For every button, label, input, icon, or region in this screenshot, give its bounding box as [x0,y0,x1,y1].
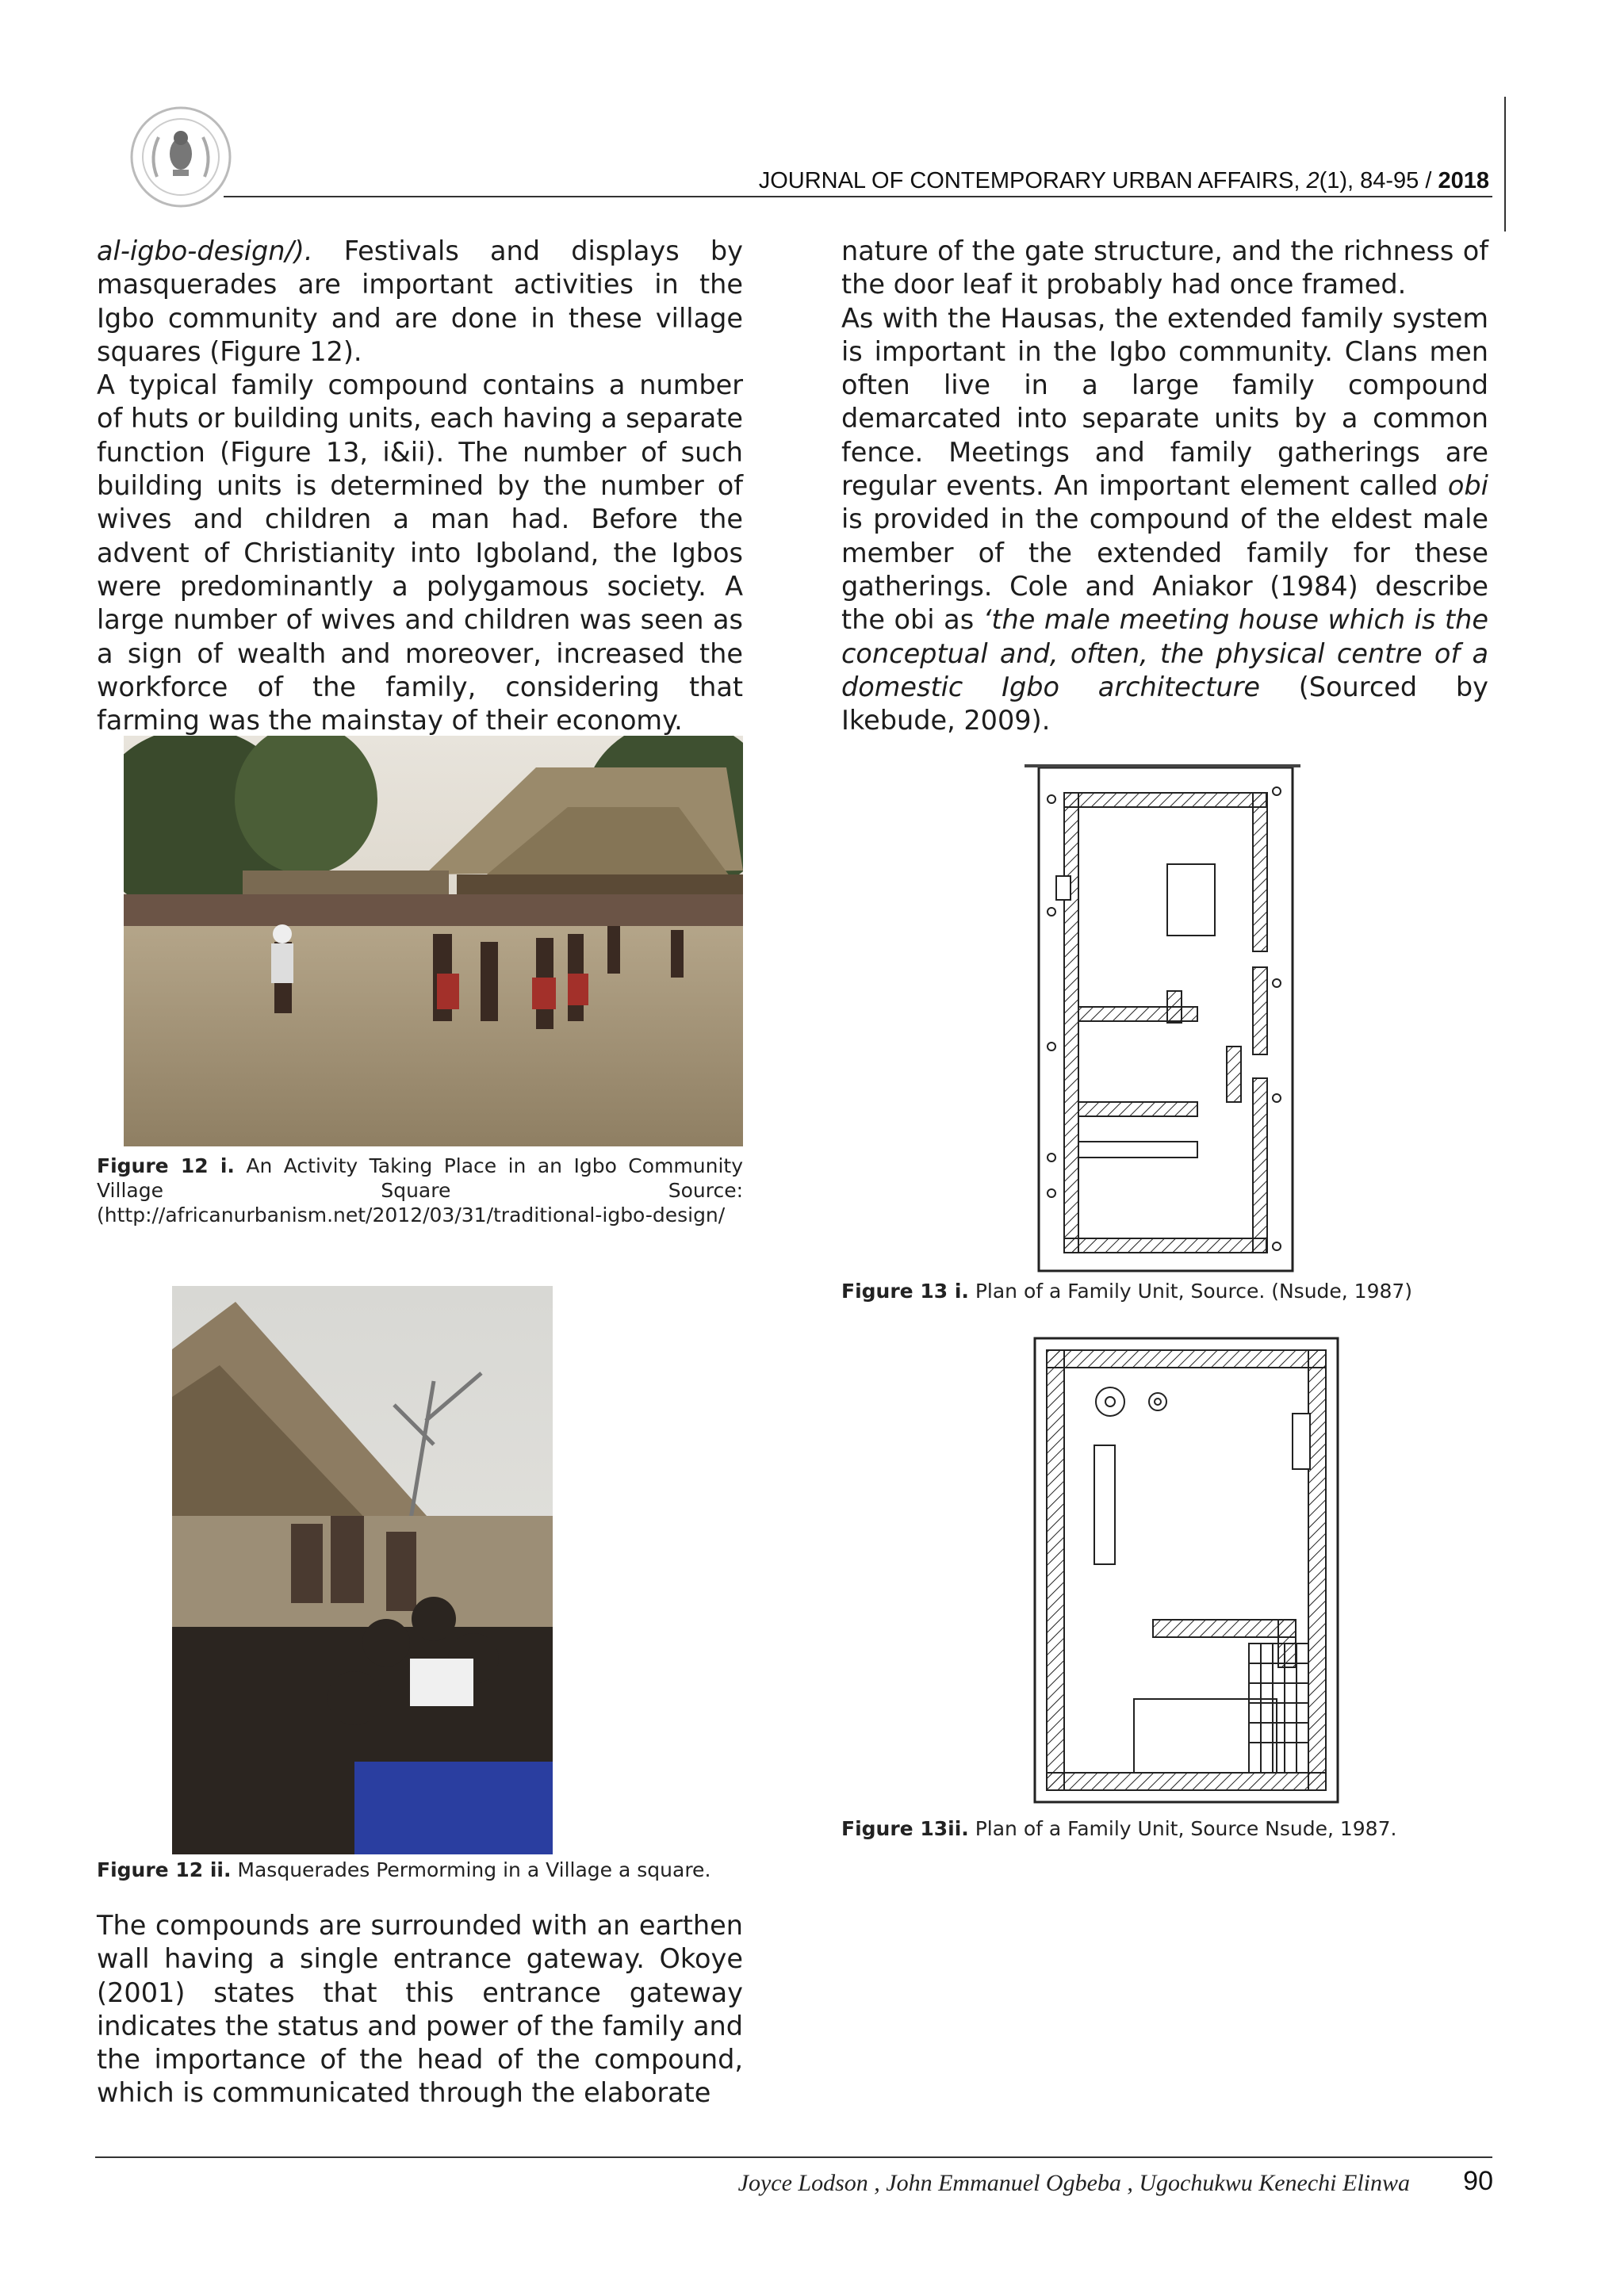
right-column-text [841,235,1488,737]
paragraph: A typical family compound contains a number of huts or building units, each having a separate function (Figure 13, i&ii). The number of such building units is determined by the number of wives and children a man had. Before the advent of Christianity into Igboland, the Igbos were predominantly a polygamous society. A large number of wives and children was seen as a sign of wealth and moreover, increased the workforce of the family, considering that farming was the mainstay of their economy. [97,369,743,737]
footer-rule [95,2156,1492,2158]
paragraph: nature of the gate structure, and the richness of the door leaf it probably had once framed. [841,235,1488,300]
journal-header: JOURNAL OF CONTEMPORARY URBAN AFFAIRS, 2(1), 84-95 / 2018 [758,168,1489,193]
figure-13ii-caption: Figure 13ii. Plan of a Family Unit, Source Nsude, 1987. [841,1817,1397,1840]
figure-13i-plan [1025,761,1300,1276]
figure-13i-caption: Figure 13 i. Plan of a Family Unit, Source. (Nsude, 1987) [841,1280,1413,1303]
footer-authors: Joyce Lodson , John Emmanuel Ogbeba , Ugochukwu Kenechi Elinwa [737,2170,1410,2196]
paragraph: al-igbo-design/). Festivals and displays by masquerades are important activities in the Igbo community and are done in these village squares (Figure 12). [97,235,743,367]
left-column-text [97,235,743,737]
header-rule [224,196,1492,197]
figure-13ii-plan [1031,1334,1342,1806]
header-vertical-rule [1504,97,1506,232]
left-column-text-bottom [97,1909,743,2110]
paragraph: The compounds are surrounded with an earthen wall having a single entrance gateway. Okoye (2001) states that this entrance gateway indicates the status and power of the family and the importance of the head of the compound, which is communicated through the elaborate [97,1910,743,2109]
figure-12ii-caption: Figure 12 ii. Masquerades Permorming in a Village a square. [97,1858,711,1881]
paragraph: As with the Hausas, the extended family system is important in the Igbo community. Clans men often live in a large family compound demarcated into separate units by a common fence. Meetings and family gatherings are regular events. An important element called obi is provided in the compound of the eldest male member of the extended family for these gatherings. Cole and Aniakor (1984) describe the obi as ‘the male meeting house which is the conceptual and, often, the physical centre of a domestic Igbo architecture (Sourced by Ikebude, 2009). [841,302,1488,737]
figure-12i-caption: Figure 12 i. An Activity Taking Place in an Igbo Community Village Square Source: (http://africanurbanism.net/2012/03/31/traditional-igbo-design/ [97,1154,744,1226]
journal-logo [125,101,236,212]
figure-12i-photo [124,736,743,1146]
figure-12ii-photo [172,1286,553,1854]
page-number: 90 [1463,2166,1493,2196]
